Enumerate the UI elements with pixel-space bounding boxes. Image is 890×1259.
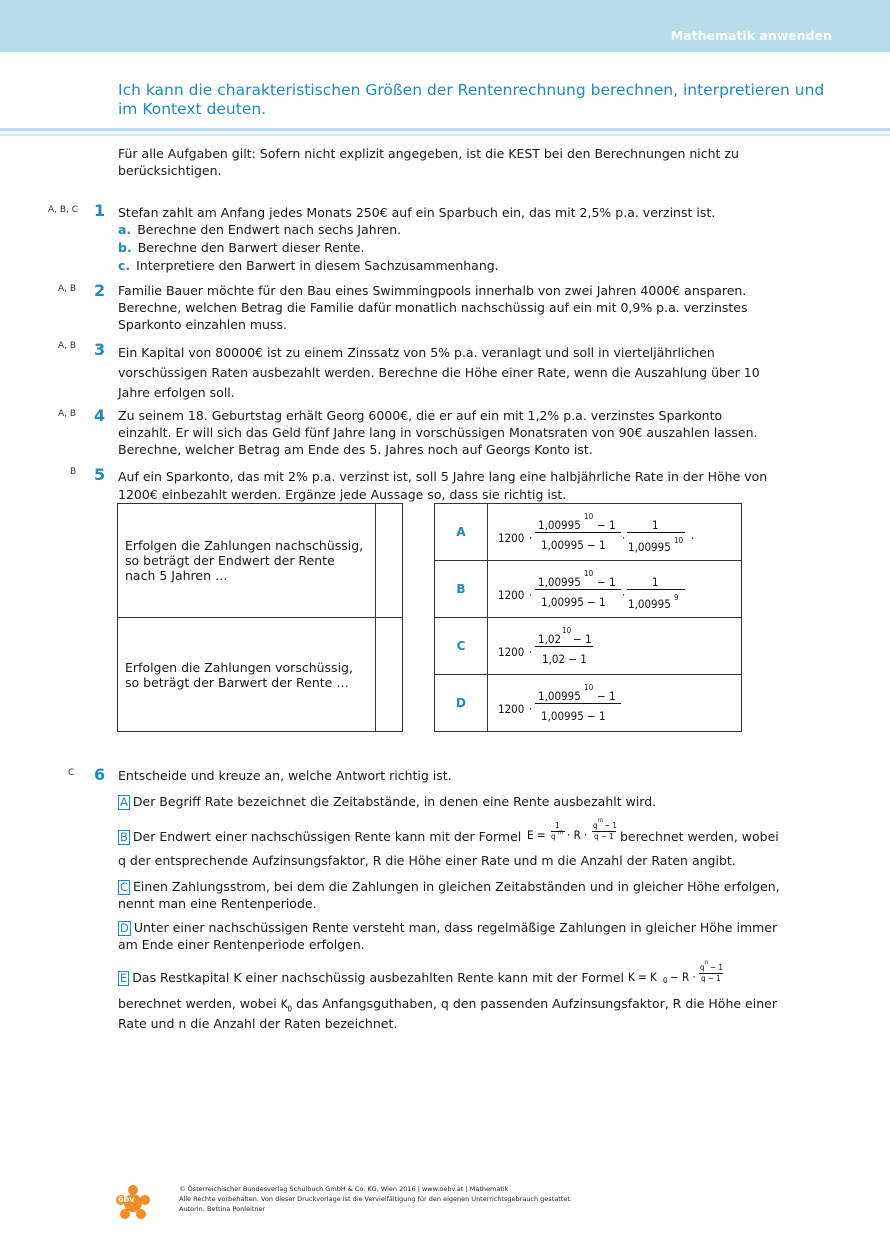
formula-restkapital — [628, 959, 728, 994]
header-title: Mathematik anwenden — [670, 28, 832, 43]
footer-line-1: © Österreichischer Bundesverlag Schulbuch GmbH & Co. KG, Wien 2016 | www.oebv.at | Mathematik — [179, 1185, 509, 1193]
task-3-number: 3 — [94, 340, 106, 359]
task-1-number: 1 — [94, 201, 106, 220]
denominator: 1,00995 − 1 — [541, 595, 606, 609]
k0: K — [280, 997, 288, 1011]
coefficient: 1200 — [498, 531, 525, 545]
left-statement-1 — [118, 504, 376, 618]
choice-a-text: Der Begriff Rate bezeichnet die Zeitabstände, in denen eine Rente ausbezahlt wird. — [132, 794, 657, 809]
task-2-text: Familie Bauer möchte für den Bau eines Swimmingpools innerhalb von zwei Jahren 4000€ ansparen. Berechne, welchen Betrag die Familie dafür monatlich nachschüssig auf ein mit 0,9% p.a. verzinstes Sparkonto einzahlen muss. — [118, 283, 748, 332]
dot-operator: · — [529, 645, 533, 659]
choice-d-text: Unter einer nachschüssigen Rente versteht man, dass regelmäßige Zahlungen in gleicher Höhe immer am Ende einer Rentenperiode erfolgen. — [118, 920, 778, 952]
denominator: 1,02 − 1 — [542, 652, 587, 666]
divider-stripe-thin — [0, 134, 890, 136]
task-1-sub-a — [118, 221, 768, 238]
numerator-base: 1,00995 — [538, 575, 581, 589]
task-4-text: Zu seinem 18. Geburtstag erhält Georg 6000€, die er auf ein mit 1,2% p.a. verzinstes Sparkonto einzahlt. Er will sich das Geld fünf Jahre lang in vorschüssigen Monatsraten von 90€ auszahlen lassen. Berechne, welcher Betrag am Ende des 5. Jahres noch auf Georgs Konto ist. — [118, 408, 758, 457]
denominator-2-exponent: 9 — [674, 593, 679, 602]
formula-endwert — [527, 817, 617, 852]
denominator-2: 1,00995 — [628, 597, 671, 611]
denominator-2: 1,00995 — [628, 540, 671, 554]
choice-e-text-c — [118, 995, 788, 1017]
dot-operator: · — [529, 588, 533, 602]
choice-e-text-a: Das Restkapital K einer nachschüssig ausbezahlten Rente kann mit der Formel — [132, 970, 624, 985]
task-1-sub-c — [118, 257, 768, 274]
formula-r: · R · — [567, 828, 588, 842]
choice-e-text-d: Rate und n die Anzahl der Raten bezeichnet. — [118, 1016, 398, 1031]
choice-c[interactable] — [118, 878, 788, 912]
numerator-minus: − 1 — [597, 575, 616, 589]
formula-lhs: K = K — [628, 970, 657, 984]
choice-b-text-a: Der Endwert einer nachschüssigen Rente kann mit der Formel — [132, 829, 522, 844]
logo-text: öbv — [118, 1195, 135, 1204]
choice-e-text-c2: das Anfangsguthaben, q den passenden Aufzinsungsfaktor, R die Höhe einer — [296, 996, 777, 1011]
numerator-minus: − 1 — [573, 632, 592, 646]
f1-numerator: 1 — [555, 821, 560, 830]
choice-d[interactable] — [118, 919, 788, 953]
option-formula-d[interactable] — [488, 675, 742, 732]
task-2-tag: A, B — [58, 284, 77, 294]
dot-operator: · — [529, 702, 533, 716]
choice-b-text-b: berechnet werden, wobei — [620, 829, 779, 844]
task-5-number: 5 — [94, 465, 106, 484]
coefficient: 1200 — [498, 702, 525, 716]
checkbox-a[interactable]: A — [120, 795, 128, 809]
f2-numerator: q — [700, 963, 705, 972]
task-6-number: 6 — [94, 765, 106, 784]
sub-label: a. — [118, 222, 132, 237]
checkbox-b[interactable]: B — [120, 830, 128, 844]
sub-text: Berechne den Barwert dieser Rente. — [137, 240, 365, 255]
choice-e[interactable] — [118, 969, 638, 986]
divider-stripe — [0, 128, 890, 131]
choice-c-text: Einen Zahlungsstrom, bei dem die Zahlungen in gleichen Zeitabständen und in gleicher Höhe erfolgen, nennt man eine Rentenperiode. — [118, 879, 780, 911]
choice-a[interactable] — [118, 793, 788, 810]
checkbox-e[interactable]: E — [120, 971, 128, 985]
numerator-base: 1,02 — [538, 632, 562, 646]
option-label-b: B — [435, 561, 488, 618]
task-5-text: Auf ein Sparkonto, das mit 2% p.a. verzinst ist, soll 5 Jahre lang eine halbjährliche Rate in der Höhe von 1200€ einbezahlt werden. Ergänze jede Aussage so, dass sie richtig ist. — [118, 469, 768, 502]
task-6-text: Entscheide und kreuze an, welche Antwort richtig ist. — [118, 768, 452, 783]
sub-label: b. — [118, 240, 132, 255]
sub-text: Berechne den Endwert nach sechs Jahren. — [137, 222, 402, 237]
choice-e-text-c1: berechnet werden, wobei — [118, 996, 277, 1011]
f2-numerator: q — [593, 821, 598, 830]
denominator: 1,00995 − 1 — [541, 709, 606, 723]
task-4-tag: A, B — [58, 409, 77, 419]
k0-sub: 0 — [287, 1004, 293, 1014]
f2-numerator-rest: − 1 — [604, 821, 617, 830]
task-5-tag: B — [70, 467, 77, 477]
denominator-2-exponent: 10 — [674, 536, 684, 545]
page-subtitle: Ich kann die charakteristischen Größen der Rentenrechnung berechnen, interpretieren und im Kontext deuten. — [118, 81, 825, 118]
left-statement-1-text: Erfolgen die Zahlungen nachschüssig, so beträgt der Endwert der Rente nach 5 Jahren … — [125, 538, 364, 583]
coefficient: 1200 — [498, 645, 525, 659]
f2-numerator-exponent: m — [598, 817, 604, 824]
task-5-options-table — [434, 503, 742, 732]
option-formula-a[interactable] — [488, 504, 742, 561]
left-statement-2-text: Erfolgen die Zahlungen vorschüssig, so beträgt der Barwert der Rente … — [125, 659, 353, 690]
trailing-dot: . — [691, 528, 695, 542]
option-label-d: D — [435, 675, 488, 732]
left-statement-2 — [118, 618, 376, 732]
formula-operator: − R · — [670, 970, 696, 984]
denominator: 1,00995 − 1 — [541, 538, 606, 552]
option-formula-b[interactable] — [488, 561, 742, 618]
numerator-exponent: 10 — [584, 683, 594, 692]
f1-denominator-exponent: m — [558, 829, 564, 836]
formula-subscript: 0 — [663, 976, 668, 985]
answer-cell-1[interactable] — [376, 504, 403, 618]
dot-operator: · — [529, 531, 533, 545]
answer-cell-2[interactable] — [376, 618, 403, 732]
numerator-2: 1 — [652, 575, 659, 589]
task-3-tag: A, B — [58, 341, 77, 351]
task-1-text: Stefan zahlt am Anfang jedes Monats 250€ auf ein Sparbuch ein, das mit 2,5% p.a. verzinst ist. — [118, 205, 716, 220]
checkbox-c[interactable]: C — [120, 880, 129, 894]
header-banner — [0, 0, 890, 52]
dot-operator: · — [622, 588, 626, 602]
task-1-tag: A, B, C — [48, 205, 79, 215]
checkbox-d[interactable]: D — [120, 921, 129, 935]
formula-lhs: E = — [527, 828, 546, 842]
option-formula-c[interactable] — [488, 618, 742, 675]
footer-line-2: Alle Rechte vorbehalten. Von dieser Druckvorlage ist die Vervielfältigung für den eigenen Unterrichtsgebrauch gestattet. — [179, 1195, 572, 1203]
task-5-left-table — [117, 503, 403, 732]
task-3-text: Ein Kapital von 80000€ ist zu einem Zinssatz von 5% p.a. veranlagt und soll in vierteljährlichen vorschüssigen Raten ausbezahlt werden. Berechne die Höhe einer Rate, wenn die Auszahlung über 10 Jahre erfolgen soll. — [118, 345, 760, 400]
intro-text: Für alle Aufgaben gilt: Sofern nicht explizit angegeben, ist die KEST bei den Berechnungen nicht zu berücksichtigen. — [118, 146, 739, 178]
task-6-tag: C — [68, 768, 75, 778]
numerator-base: 1,00995 — [538, 689, 581, 703]
coefficient: 1200 — [498, 588, 525, 602]
f2-denominator: q − 1 — [701, 974, 721, 983]
f2-denominator: q − 1 — [594, 832, 614, 841]
numerator-exponent: 10 — [562, 626, 572, 635]
dot-operator: · — [622, 531, 626, 545]
f2-numerator-exponent: n — [705, 959, 709, 966]
task-2-number: 2 — [94, 281, 106, 300]
f1-denominator: q — [551, 832, 556, 841]
choice-b-text-c: q der entsprechende Aufzinsungsfaktor, R die Höhe einer Rate und m die Anzahl der Raten angibt. — [118, 853, 736, 868]
numerator-minus: − 1 — [597, 689, 616, 703]
numerator-2: 1 — [652, 518, 659, 532]
option-label-a: A — [435, 504, 488, 561]
sub-text: Interpretiere den Barwert in diesem Sachzusammenhang. — [136, 258, 499, 273]
numerator-exponent: 10 — [584, 512, 594, 521]
sub-label: c. — [118, 258, 131, 273]
k0-symbol — [280, 997, 293, 1014]
task-1-sub-b — [118, 239, 768, 256]
numerator-exponent: 10 — [584, 569, 594, 578]
numerator-base: 1,00995 — [538, 518, 581, 532]
option-label-c: C — [435, 618, 488, 675]
footer-line-3: Autorin: Bettina Ponleitner — [179, 1205, 266, 1213]
f2-numerator-rest: − 1 — [710, 963, 723, 972]
numerator-minus: − 1 — [597, 518, 616, 532]
task-4-number: 4 — [94, 406, 106, 425]
